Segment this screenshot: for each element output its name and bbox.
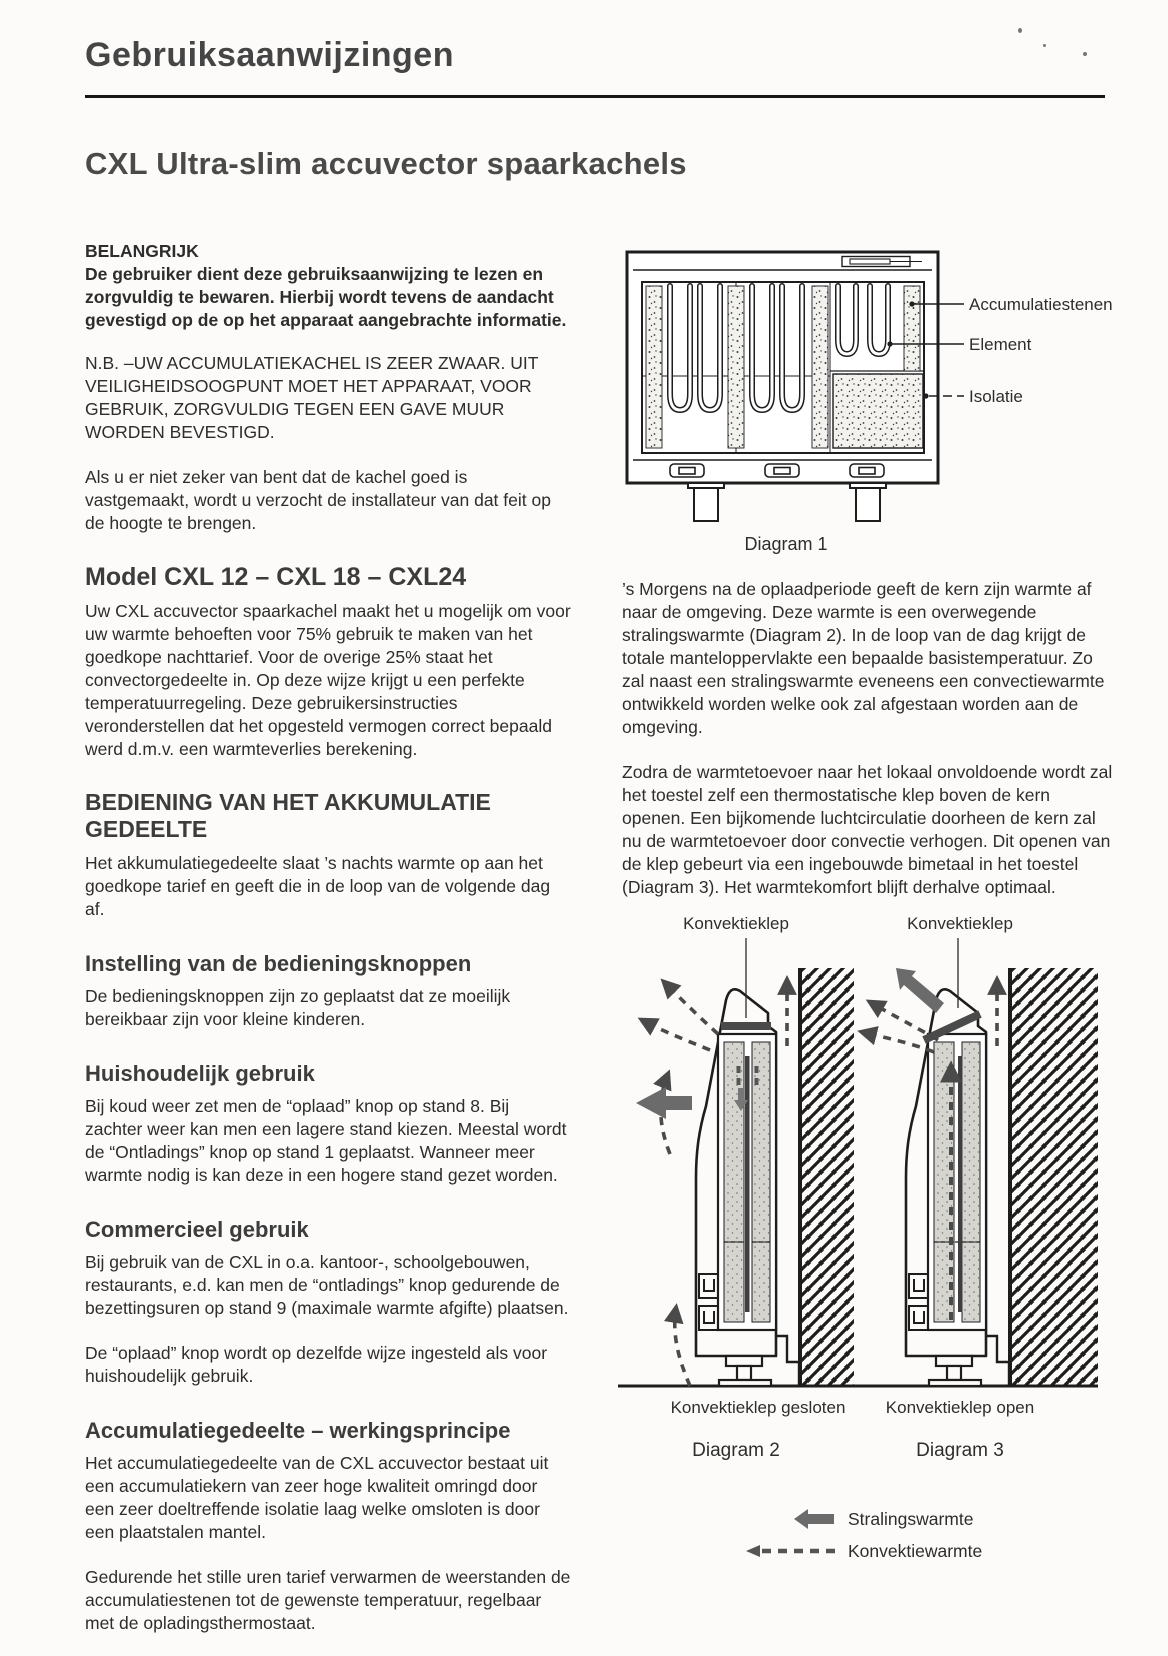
label-element: Element [969, 335, 1032, 354]
left-column [85, 240, 571, 1635]
als-paragraph: Als u er niet zeker van bent dat de kachel goed is vastgemaakt, wordt u verzocht de installateur van dat feit op de hoogte te brengen. [85, 467, 551, 533]
belangrijk-body: De gebruiker dient deze gebruiksaanwijzing te lezen en zorgvuldig te bewaren. Hierbij wordt tevens de aandacht gevestigd op de op het apparaat aangebrachte informatie. [85, 264, 567, 330]
accumulatie-body1: Het accumulatiegedeelte van de CXL accuvector bestaat uit een accumulatiekern van zeer hoge kwaliteit omringd door een zeer doeltreffende isolatie laag welke omsloten is door een plaatstalen mantel. [85, 1453, 549, 1542]
commercieel-body2: De “oplaad” knop wordt op dezelfde wijze ingesteld als voor huishoudelijk gebruik. [85, 1343, 548, 1386]
huishoudelijk-body: Bij koud weer zet men de “oplaad” knop op stand 8. Bij zachter weer kan men een lagere stand kiezen. Meestal wordt de “Ontladings” knop op stand 1 geplaatst. Wanneer meer warmte nodig is kan deze in een hogere stand gezet worden. [85, 1096, 567, 1185]
model-body: Uw CXL accuvector spaarkachel maakt het u mogelijk om voor uw warmte behoeften voor 75% gebruik te maken van het goedkope nachttarief. Voor de overige 25% staat het convectorgedeelte in. Op deze wijze krijgt u een perfekte temperatuurregeling. Deze gebruikersinstructies veronderstellen dat het opgesteld vermogen correct bepaald werd d.m.v. een warmteverlies berekening. [85, 601, 571, 759]
huishoudelijk-heading: Huishoudelijk gebruik [85, 1061, 315, 1086]
heater-cross-section-diagram [592, 228, 1112, 528]
diagram3-valve-label: Konvektieklep [907, 914, 1013, 933]
diagram3-title: Diagram 3 [916, 1440, 1004, 1461]
header-rule [85, 95, 1105, 98]
page-title: CXL Ultra-slim accuvector spaarkachels [85, 146, 687, 181]
convection-arrow-icon [745, 1543, 837, 1559]
diagram2-caption: Konvektieklep gesloten [670, 1398, 846, 1417]
right-paragraph-1: ’s Morgens na de oplaadperiode geeft de kern zijn warmte af naar de omgeving. Deze warmte is een overwegende stralingswarmte (Diagram 2). In de loop van de dag krijgt de totale manteloppervlakte een bepaalde basistemperatuur. Zo zal naast een stralingswarmte eveneens een convectiewarmte ontwikkeld worden welke ook zal afgestaan worden aan de omgeving. [622, 579, 1105, 737]
model-heading: Model CXL 12 – CXL 18 – CXL24 [85, 563, 467, 591]
commercieel-body1: Bij gebruik van de CXL in o.a. kantoor-, schoolgebouwen, restaurants, e.d. kan men de “ontladings” knop gedurende de bezettingsuren op stand 9 (maximale warmte afgifte) plaatsen. [85, 1252, 569, 1318]
label-accumulatiestenen: Accumulatiestenen [969, 295, 1113, 314]
legend-convection-label: Konvektiewarmte [848, 1541, 983, 1561]
diagram1-caption: Diagram 1 [744, 534, 828, 554]
diagram2-title: Diagram 2 [692, 1440, 780, 1461]
radiation-arrow-icon [792, 1508, 836, 1530]
instelling-heading: Instelling van de bedieningsknoppen [85, 951, 472, 976]
bediening-body: Het akkumulatiegedeelte slaat ’s nachts warmte op aan het goedkope tarief en geeft die in de loop van de volgende dag af. [85, 853, 551, 919]
instelling-body: De bedieningsknoppen zijn zo geplaatst dat ze moeilijk bereikbaar zijn voor kleine kinderen. [85, 986, 511, 1029]
belangrijk-heading: BELANGRIJK [85, 241, 199, 261]
page-masthead: Gebruiksaanwijzingen [85, 36, 454, 74]
label-isolatie: Isolatie [969, 387, 1023, 406]
heater-side-view-open-diagram [810, 938, 1110, 1400]
commercieel-heading: Commercieel gebruik [85, 1217, 309, 1242]
accumulatie-body2: Gedurende het stille uren tarief verwarmen de weerstanden de accumulatiestenen tot de gewenste temperatuur, regelbaar met de opladingsthermostaat. [85, 1567, 571, 1633]
legend-radiation-label: Stralingswarmte [848, 1509, 974, 1529]
nb-paragraph: N.B. –UW ACCUMULATIEKACHEL IS ZEER ZWAAR. UIT VEILIGHEIDSOOGPUNT MOET HET APPARAAT, VOOR GEBRUIK, ZORGVULDIG TEGEN EEN GAVE MUUR WORDEN BEVESTIGD. [85, 353, 539, 442]
diagram2-valve-label: Konvektieklep [683, 914, 789, 933]
diagram3-caption: Konvektieklep open [885, 1398, 1035, 1417]
bediening-heading: BEDIENING VAN HET AKKUMULATIE GEDEELTE [85, 789, 491, 842]
right-paragraph-2: Zodra de warmtetoevoer naar het lokaal onvoldoende wordt zal het toestel zelf een thermostatische klep boven de kern openen. Een bijkomende luchtcirculatie doorheen de kern zal nu de warmtetoevoer door convectie verhogen. Dit openen van de klep gebeurt via een ingebouwde bimetaal in het toestel (Diagram 3). Het warmtekomfort blijft derhalve optimaal. [622, 762, 1113, 897]
accumulatie-heading: Accumulatiegedeelte – werkingsprincipe [85, 1418, 511, 1443]
right-column [622, 578, 1114, 899]
